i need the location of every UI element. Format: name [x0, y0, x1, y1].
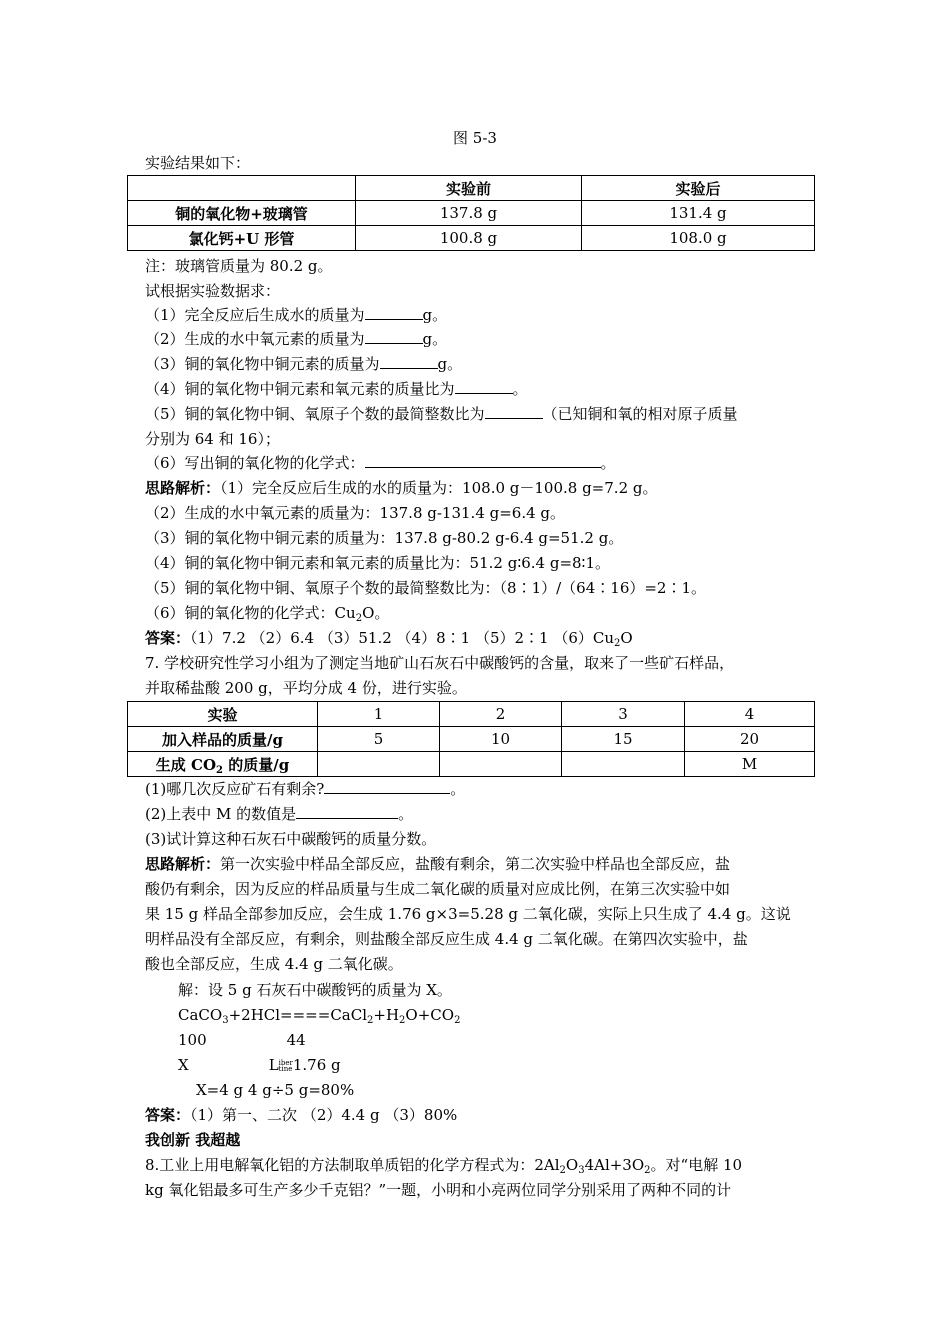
question-unit: 。	[450, 780, 466, 798]
solution-3: （3）铜的氧化物中铜元素的质量为：137.8 g-80.2 g-6.4 g=51.2 g。	[145, 529, 624, 547]
table-row	[128, 201, 815, 226]
subscript: 2	[355, 613, 363, 624]
question-2	[145, 329, 815, 349]
solution-text: 第一次实验中样品全部反应，盐酸有剩余，第二次实验中样品也全部反应，盐	[220, 855, 731, 873]
mass-value: 44	[286, 1031, 306, 1049]
table-row	[128, 727, 815, 752]
answer-label: 答案：	[145, 1106, 191, 1124]
solution-text: （6）铜的氧化物的化学式：Cu	[145, 604, 356, 622]
question-text: （已知铜和氧的相对原子质量	[542, 405, 738, 423]
result-table	[127, 175, 815, 251]
answer-text: （1）第一、二次 （2）4.4 g （3）80%	[190, 1106, 458, 1124]
question-unit: 。	[398, 805, 414, 823]
subscript: 2	[559, 1165, 566, 1176]
table-row	[128, 752, 815, 777]
answer-line	[145, 628, 815, 648]
question-6	[145, 453, 815, 473]
subscript: 2	[454, 1015, 461, 1026]
solution-text: （1）完全反应后生成的水的质量为：108.0 g－100.8 g=7.2 g。	[220, 479, 658, 497]
problem-8-line-1	[145, 1155, 815, 1175]
solution-7-line-2: 酸仍有剩余，因为反应的样品质量与生成二氧化碳的质量对应成比例，在第三次实验中如	[145, 880, 731, 898]
cell-text: 生成 CO	[155, 755, 217, 774]
question-text: （1）完全反应后生成水的质量为	[145, 306, 365, 324]
chemical-equation	[178, 1005, 848, 1025]
ask-text: 试根据实验数据求：	[145, 282, 281, 300]
table-cell	[128, 752, 318, 777]
table-cell: 15	[562, 727, 685, 752]
figure-caption: 图 5-3	[453, 129, 497, 147]
answer-text: O	[620, 629, 633, 647]
table-cell: 108.0 g	[582, 226, 815, 251]
table-header-cell	[128, 176, 356, 201]
table-cell	[440, 752, 562, 777]
subscript: 2	[216, 764, 223, 776]
question-unit: 。	[512, 380, 528, 398]
table-header-cell: 1	[318, 702, 440, 727]
problem-text: 4Al+3O	[584, 1156, 645, 1174]
table-cell	[318, 752, 440, 777]
solution-7-line-4: 明样品没有全部反应，有剩余，则盐酸全部反应生成 4.4 g 二氧化碳。在第四次实验中，盐	[145, 930, 748, 948]
table-cell: 137.8 g	[356, 201, 582, 226]
table-cell: 131.4 g	[582, 201, 815, 226]
table-cell: 铜的氧化物+玻璃管	[128, 201, 356, 226]
question-5-cont: 分别为 64 和 16）；	[145, 430, 280, 448]
solution-text: O。	[362, 604, 390, 622]
question-3	[145, 354, 815, 374]
question-unit: g。	[422, 330, 448, 348]
table-cell: 20	[685, 727, 815, 752]
solution-1	[145, 478, 815, 498]
result-line: X=4 g 4 g÷5 g=80%	[196, 1081, 355, 1099]
solution-label: 思路解析：	[145, 479, 221, 497]
table-cell: 加入样品的质量/g	[128, 727, 318, 752]
eq-text: CaCO	[178, 1006, 223, 1024]
experiment-table	[127, 701, 815, 777]
intro-text: 实验结果如下：	[145, 154, 251, 172]
question-text: （3）铜的氧化物中铜元素的质量为	[145, 355, 380, 373]
question-7-2	[145, 804, 815, 824]
question-unit: g。	[437, 355, 463, 373]
solution-4: （4）铜的氧化物中铜元素和氧元素的质量比为：51.2 g∶6.4 g=8∶1。	[145, 554, 611, 572]
table-cell: M	[685, 752, 815, 777]
answer-7-line	[145, 1105, 815, 1125]
question-text: （5）铜的氧化物中铜、氧原子个数的最简整数比为	[145, 405, 485, 423]
section-heading: 我创新 我超越	[145, 1131, 241, 1149]
answer-blank	[296, 804, 398, 819]
eq-text: +H	[373, 1006, 400, 1024]
note-text: 注：玻璃管质量为 80.2 g。	[145, 257, 333, 275]
solution-2: （2）生成的水中氧元素的质量为：137.8 g-131.4 g=6.4 g。	[145, 504, 566, 522]
solution-setup: 解：设 5 g 石灰石中碳酸钙的质量为 X。	[178, 981, 452, 999]
mass-value: 1.76 g	[292, 1056, 341, 1074]
problem-text: O	[565, 1156, 579, 1174]
solution-label: 思路解析：	[145, 855, 221, 873]
table-cell	[562, 752, 685, 777]
table-row	[128, 702, 815, 727]
molar-mass-line	[178, 1030, 848, 1050]
question-1	[145, 305, 815, 325]
question-unit: g。	[422, 306, 448, 324]
table-header-cell: 实验前	[356, 176, 582, 201]
table-row	[128, 176, 815, 201]
table-header-cell: 实验后	[582, 176, 815, 201]
answer-blank	[485, 404, 543, 419]
mass-value: 100	[178, 1031, 207, 1049]
question-text: （2）生成的水中氧元素的质量为	[145, 330, 365, 348]
eq-text: +2HCl====CaCl	[228, 1006, 368, 1024]
subscript: 3	[222, 1015, 229, 1026]
table-row	[128, 226, 815, 251]
table-cell: 100.8 g	[356, 226, 582, 251]
question-5	[145, 404, 815, 424]
subscript: 3	[578, 1165, 585, 1176]
table-cell: 5	[318, 727, 440, 752]
question-text: (2)上表中 M 的数值是	[145, 805, 297, 823]
answer-blank	[365, 329, 423, 344]
solution-7-line-3: 果 15 g 样品全部参加反应，会生成 1.76 g×3=5.28 g 二氧化碳，实际上只生成了 4.4 g。这说	[145, 905, 791, 923]
answer-blank	[324, 779, 450, 794]
question-text: (1)哪几次反应矿石有剩余?	[145, 780, 325, 798]
answer-blank	[365, 453, 601, 468]
stray-glyph: iber tine	[278, 1059, 293, 1073]
subscript: 2	[399, 1015, 406, 1026]
table-header-cell: 4	[685, 702, 815, 727]
subscript: 2	[367, 1015, 374, 1026]
mass-value: X	[178, 1056, 189, 1074]
cell-text: 的质量/g	[223, 755, 290, 774]
answer-blank	[380, 354, 438, 369]
problem-text: 8.工业上用电解氧化铝的方法制取单质铝的化学方程式为：2Al	[145, 1156, 560, 1174]
table-header-cell: 3	[562, 702, 685, 727]
problem-7-line-1: 7. 学校研究性学习小组为了测定当地矿山石灰石中碳酸钙的含量，取来了一些矿石样品，	[145, 654, 735, 672]
eq-text: O+CO	[405, 1006, 455, 1024]
subscript: 2	[614, 638, 621, 649]
solution-7-line-1	[145, 854, 815, 874]
question-7-3: (3)试计算这种石灰石中碳酸钙的质量分数。	[145, 830, 437, 848]
question-unit: 。	[600, 454, 616, 472]
question-4	[145, 379, 815, 399]
problem-text: 。对“电解 10	[650, 1156, 743, 1174]
question-text: （6）写出铜的氧化物的化学式：	[145, 454, 365, 472]
table-cell: 10	[440, 727, 562, 752]
table-header-cell: 实验	[128, 702, 318, 727]
answer-blank	[455, 379, 513, 394]
mass-value: L	[268, 1056, 279, 1074]
question-7-1	[145, 779, 815, 799]
answer-label: 答案：	[145, 629, 191, 647]
solution-7-line-5: 酸也全部反应，生成 4.4 g 二氧化碳。	[145, 955, 403, 973]
table-cell: 氯化钙+U 形管	[128, 226, 356, 251]
problem-7-line-2: 并取稀盐酸 200 g，平均分成 4 份，进行实验。	[145, 679, 467, 697]
answer-blank	[365, 305, 423, 320]
solution-6	[145, 603, 815, 623]
problem-8-line-2: kg 氧化铝最多可生产多少千克铝？”一题，小明和小亮两位同学分别采用了两种不同的计	[145, 1181, 732, 1199]
table-header-cell: 2	[440, 702, 562, 727]
question-text: （4）铜的氧化物中铜元素和氧元素的质量比为	[145, 380, 455, 398]
subscript: 2	[644, 1165, 651, 1176]
proportion-line	[178, 1055, 848, 1075]
answer-text: （1）7.2 （2）6.4 （3）51.2 （4）8∶1 （5）2∶1 （6）Cu	[190, 629, 615, 647]
solution-5: （5）铜的氧化物中铜、氧原子个数的最简整数比为：（8∶1）/（64∶16）=2∶1。	[145, 579, 707, 597]
